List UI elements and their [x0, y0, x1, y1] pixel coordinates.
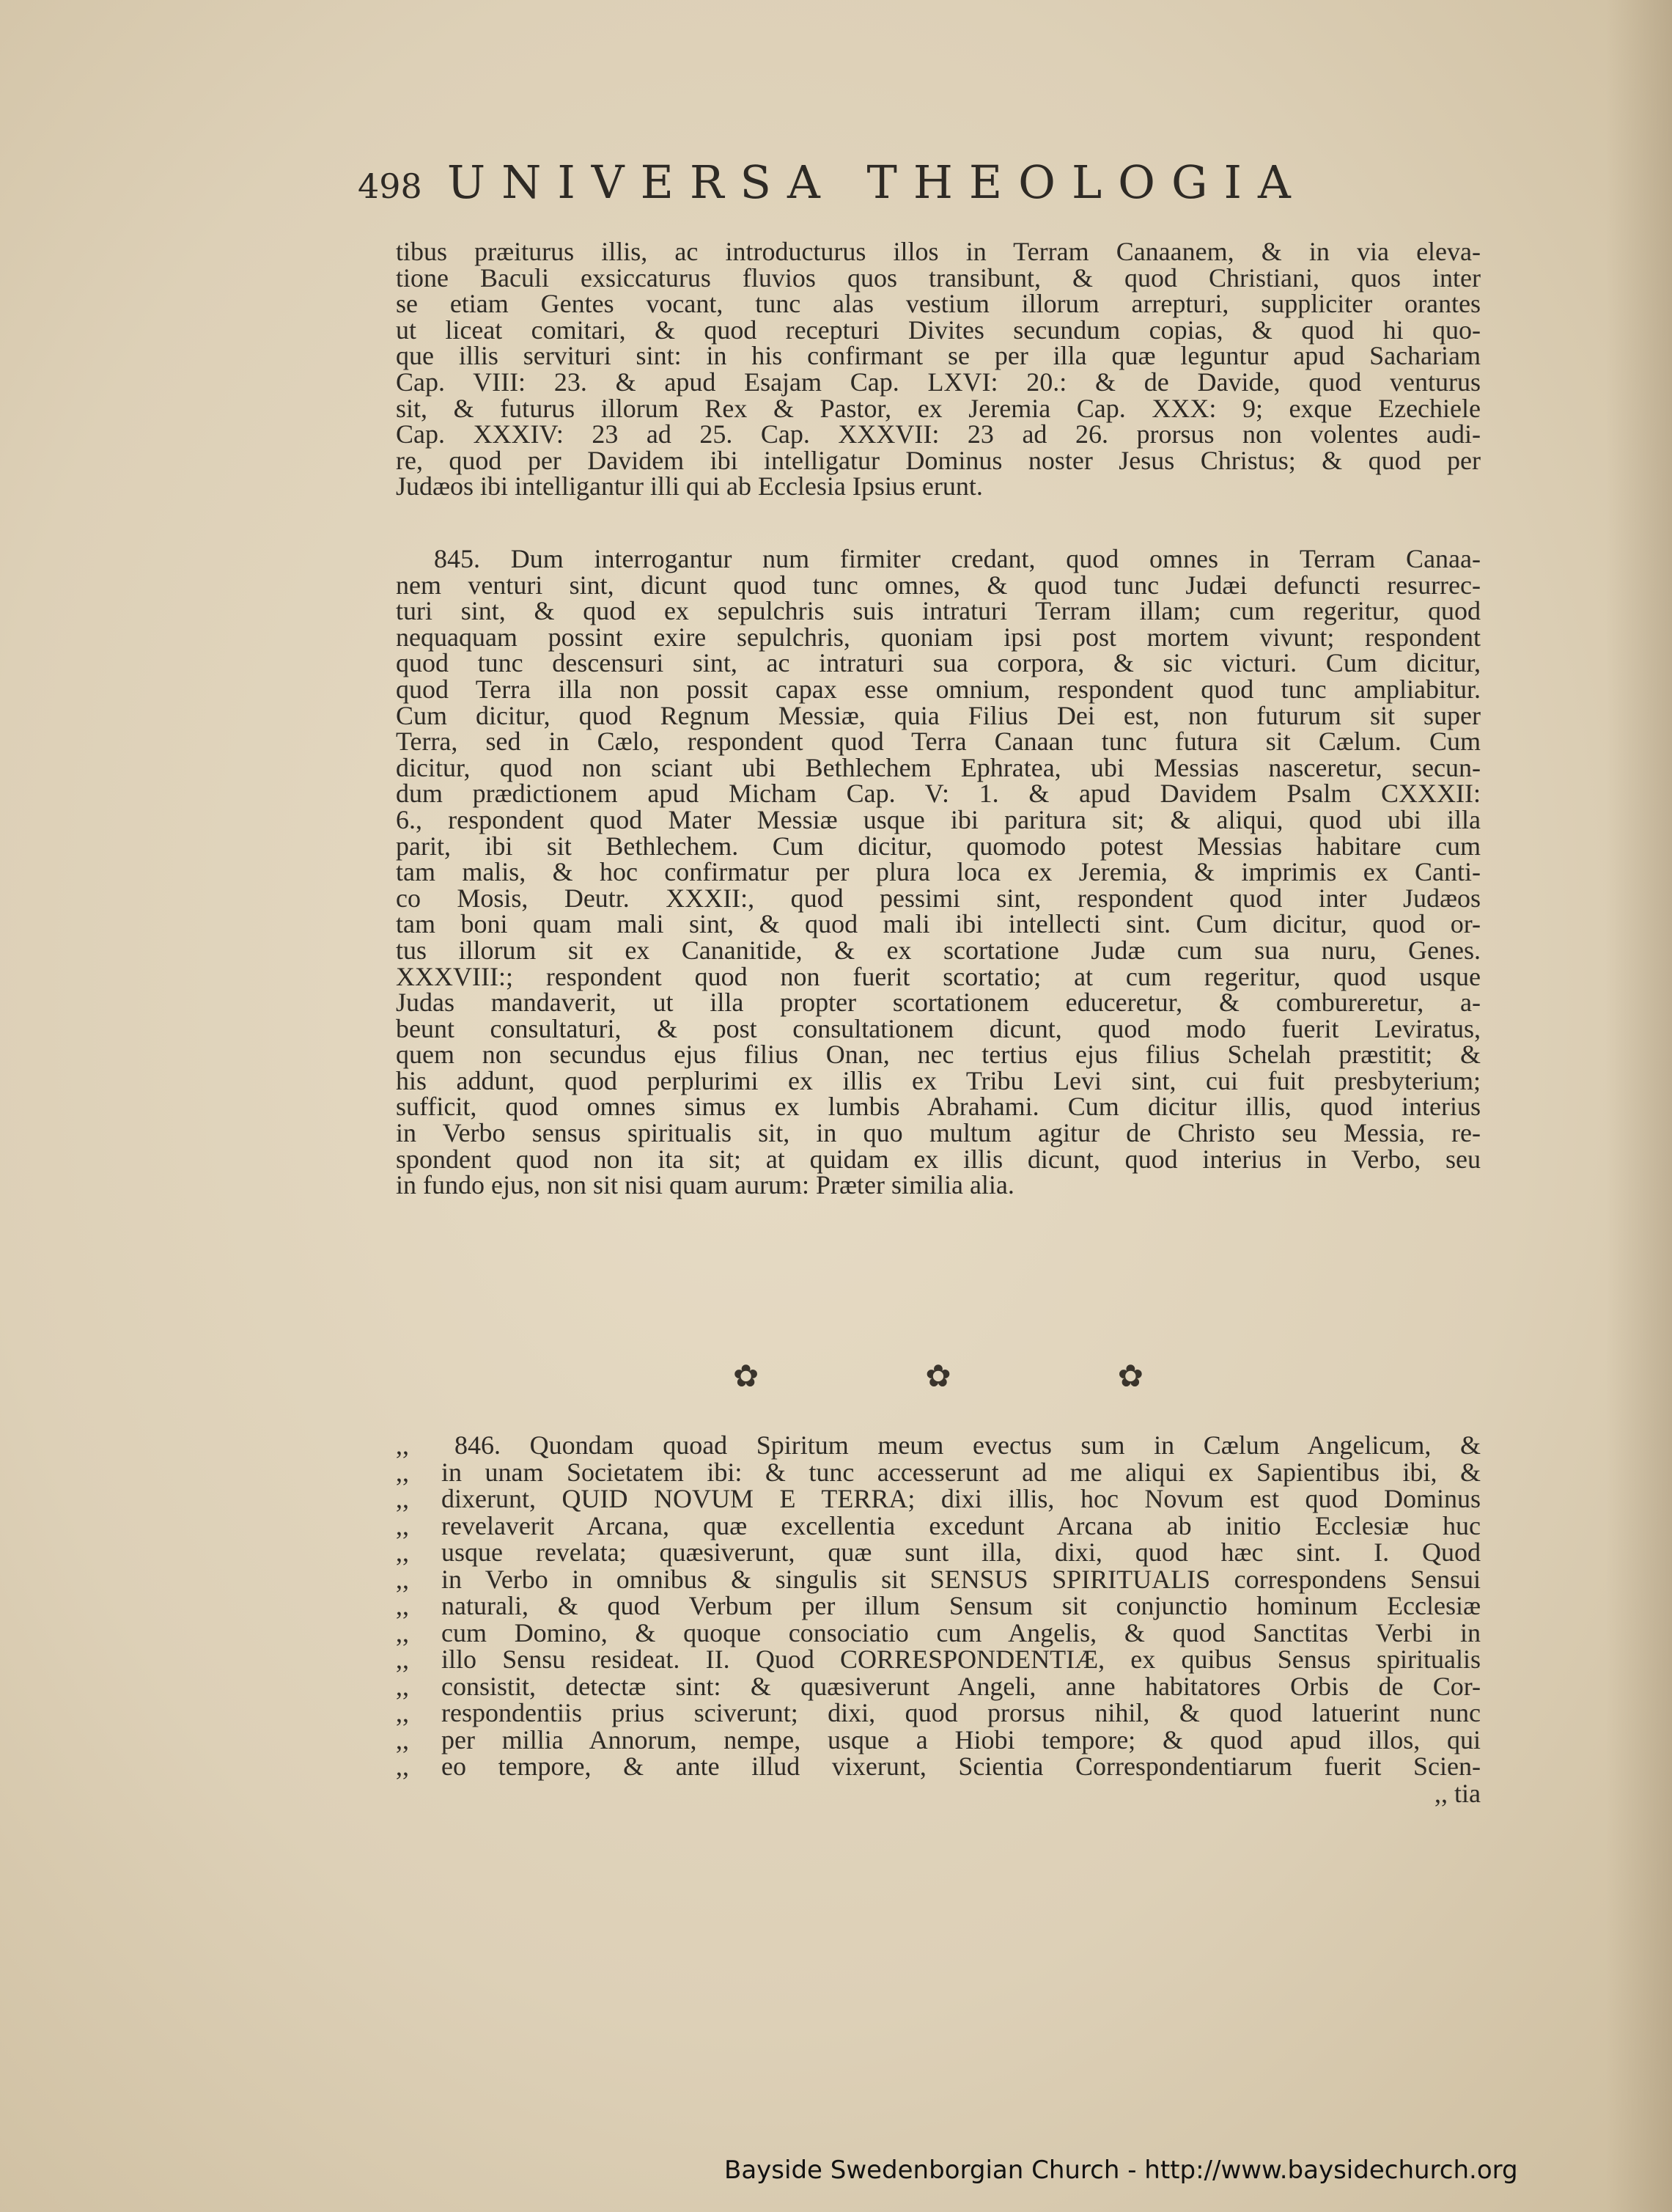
text-line: nem venturi sint, dicunt quod tunc omnes, & quod tunc Judæi defuncti resurrec-: [396, 570, 1481, 600]
quote-mark: ,,: [396, 1698, 409, 1727]
quote-mark: ,,: [396, 1564, 409, 1594]
flower-ornament-icon: ✿: [1117, 1358, 1143, 1394]
quoted-text: dixerunt, QUID NOVUM E TERRA; dixi illis, hoc Novum est quod Dominus: [441, 1484, 1481, 1513]
quoted-text: revelaverit Arcana, quæ excellentia excedunt Arcana ab initio Ecclesiæ huc: [441, 1510, 1481, 1540]
quoted-text: respondentiis prius sciverunt; dixi, quod prorsus nihil, & quod latuerint nunc: [441, 1698, 1481, 1727]
running-title: UNIVERSA THEOLOGIA: [446, 155, 1307, 209]
quoted-text: 846. Quondam quoad Spiritum meum evectus sum in Cælum Angelicum, &: [454, 1430, 1481, 1460]
quoted-text: cum Domino, & quoque consociatio cum Angelis, & quod Sanctitas Verbi in: [441, 1617, 1481, 1647]
watermark-caption: Bayside Swedenborgian Church - http://www.baysidechurch.org: [724, 2156, 1518, 2185]
text-line: Judas mandaverit, ut illa propter scortationem educeretur, & combureretur, a-: [396, 988, 1481, 1018]
quoted-line: [396, 1432, 1481, 1459]
text-line: parit, ibi sit Bethlechem. Cum dicitur, quomodo potest Messias habitare cum: [396, 831, 1481, 861]
page-edge-shadow: [1606, 0, 1672, 2212]
text-line: spondent quod non ita sit; at quidam ex illis dicunt, quod interius in Verbo, seu: [396, 1144, 1481, 1174]
quoted-line: [396, 1459, 1481, 1486]
quote-mark: ,,: [396, 1591, 409, 1620]
quoted-line: [396, 1724, 1481, 1754]
quoted-line: [396, 1566, 1481, 1593]
quoted-text: consistit, detectæ sint: & quæsiverunt Angeli, anne habitatores Orbis de Cor-: [441, 1671, 1481, 1701]
paragraph-continued: [396, 239, 1481, 500]
quoted-line: [396, 1510, 1481, 1540]
text-line: his addunt, quod perplurimi ex illis ex Tribu Levi sint, cui fuit presbyterium;: [396, 1065, 1481, 1095]
quoted-line: [396, 1617, 1481, 1647]
quote-mark: ,,: [396, 1537, 409, 1567]
text-line: sit, & futurus illorum Rex & Pastor, ex Jeremia Cap. XXX: 9; exque Ezechiele: [396, 393, 1481, 423]
text-line: quem non secundus ejus filius Onan, nec tertius ejus filius Schelah præstitit; &: [396, 1040, 1481, 1070]
quoted-line: [396, 1539, 1481, 1566]
text-line: co Mosis, Deutr. XXXII:, quod pessimi sint, respondent quod inter Judæos: [396, 883, 1481, 913]
quote-mark: ,,: [396, 1617, 409, 1647]
quote-mark: ,,: [396, 1457, 409, 1487]
text-line: Cap. VIII: 23. & apud Esajam Cap. LXVI: 20.: & de Davide, quod venturus: [396, 367, 1481, 397]
quote-mark: ,,: [396, 1752, 409, 1781]
page-number: 498: [358, 166, 422, 206]
quotation-846: [396, 1432, 1481, 1807]
catchword: ,, tia: [1435, 1778, 1481, 1808]
quoted-line: [396, 1700, 1481, 1727]
text-line: in Verbo sensus spiritualis sit, in quo multum agitur de Christo seu Messia, re-: [396, 1118, 1481, 1148]
quoted-text: in unam Societatem ibi: & tunc accesserunt ad me aliqui ex Sapientibus ibi, &: [441, 1457, 1481, 1487]
quoted-line: [396, 1753, 1481, 1780]
text-line: que illis servituri sint: in his confirmant se per illa quæ leguntur apud Sachariam: [396, 341, 1481, 371]
text-line: quod tunc descensuri sint, ac intraturi sua corpora, & sic victuri. Cum dicitur,: [396, 648, 1481, 678]
text-line: XXXVIII:; respondent quod non fuerit scortatio; at cum regeritur, quod usque: [396, 961, 1481, 991]
flower-ornament-icon: ✿: [733, 1358, 759, 1394]
quote-mark: ,,: [396, 1484, 409, 1513]
text-line: tibus præiturus illis, ac introducturus illos in Terram Canaanem, & in via eleva-: [396, 237, 1481, 266]
text-line: se etiam Gentes vocant, tunc alas vestium illorum arrepturi, suppliciter orantes: [396, 289, 1481, 319]
quoted-line: [396, 1485, 1481, 1513]
quote-mark: ,,: [396, 1671, 409, 1701]
quote-mark: ,,: [396, 1645, 409, 1674]
text-line: tam boni quam mali sint, & quod mali ibi intellecti sint. Cum dicitur, quod or-: [396, 909, 1481, 939]
paragraph-845: [396, 546, 1481, 1199]
text-line: Cap. XXXIV: 23 ad 25. Cap. XXXVII: 23 ad 26. prorsus non volentes audi-: [396, 419, 1481, 449]
section-ornaments: [733, 1358, 1143, 1402]
quoted-text: illo Sensu resideat. II. Quod CORRESPONDENTIÆ, ex quibus Sensus spiritualis: [441, 1645, 1481, 1674]
quoted-text: per millia Annorum, nempe, usque a Hiobi tempore; & quod apud illos, qui: [441, 1724, 1481, 1754]
quoted-line: [396, 1673, 1481, 1700]
quoted-line: [396, 1592, 1481, 1620]
text-line: tus illorum sit ex Cananitide, & ex scortatione Judæ cum sua nuru, Genes.: [396, 935, 1481, 965]
quoted-text: naturali, & quod Verbum per illum Sensum sit conjunctio hominum Ecclesiæ: [441, 1591, 1481, 1620]
text-line: Cum dicitur, quod Regnum Messiæ, quia Filius Dei est, non futurum sit super: [396, 700, 1481, 730]
text-line: nequaquam possint exire sepulchris, quoniam ipsi post mortem vivunt; respondent: [396, 622, 1481, 652]
text-line: Judæos ibi intelligantur illi qui ab Ecclesia Ipsius erunt.: [396, 471, 983, 501]
text-line: re, quod per Davidem ibi intelligatur Dominus noster Jesus Christus; & quod per: [396, 445, 1481, 475]
quoted-text: eo tempore, & ante illud vixerunt, Scientia Correspondentiarum fuerit Scien-: [441, 1752, 1481, 1781]
text-line: in fundo ejus, non sit nisi quam aurum: Præter similia alia.: [396, 1170, 1014, 1200]
quoted-text: usque revelata; quæsiverunt, quæ sunt illa, dixi, quod hæc sint. I. Quod: [441, 1537, 1481, 1567]
text-line: 845. Dum interrogantur num firmiter credant, quod omnes in Terram Canaa-: [434, 544, 1481, 573]
text-line: sufficit, quod omnes simus ex lumbis Abrahami. Cum dicitur illis, quod interius: [396, 1092, 1481, 1122]
quoted-text: in Verbo in omnibus & singulis sit SENSUS SPIRITUALIS correspondens Sensui: [441, 1564, 1481, 1594]
text-line: tam malis, & hoc confirmatur per plura loca ex Jeremia, & imprimis ex Canti-: [396, 857, 1481, 887]
text-line: dicitur, quod non sciant ubi Bethlechem Ephratea, ubi Messias nasceretur, secun-: [396, 752, 1481, 782]
quoted-line: [396, 1646, 1481, 1673]
text-line: ut liceat comitari, & quod recepturi Divites secundum copias, & quod hi quo-: [396, 315, 1481, 345]
quote-mark: ,,: [396, 1510, 409, 1540]
text-line: turi sint, & quod ex sepulchris suis intraturi Terram illam; cum regeritur, quod: [396, 596, 1481, 626]
text-line: 6., respondent quod Mater Messiæ usque ibi paritura sit; & aliqui, quod ubi illa: [396, 804, 1481, 834]
flower-ornament-icon: ✿: [925, 1358, 951, 1394]
text-line: beunt consultaturi, & post consultationem dicunt, quod modo fuerit Leviratus,: [396, 1013, 1481, 1043]
text-line: dum prædictionem apud Micham Cap. V: 1. & apud Davidem Psalm CXXXII:: [396, 779, 1481, 809]
catchword-line: [396, 1780, 1481, 1807]
text-line: quod Terra illa non possit capax esse omnium, respondent quod tunc ampliabitur.: [396, 674, 1481, 704]
text-line: Terra, sed in Cælo, respondent quod Terra Canaan tunc futura sit Cælum. Cum: [396, 727, 1481, 757]
quote-mark: ,,: [396, 1724, 409, 1754]
quote-mark: ,,: [396, 1430, 409, 1460]
text-line: tione Baculi exsiccaturus fluvios quos transibunt, & quod Christiani, quos inter: [396, 262, 1481, 293]
running-head: [358, 155, 1355, 221]
